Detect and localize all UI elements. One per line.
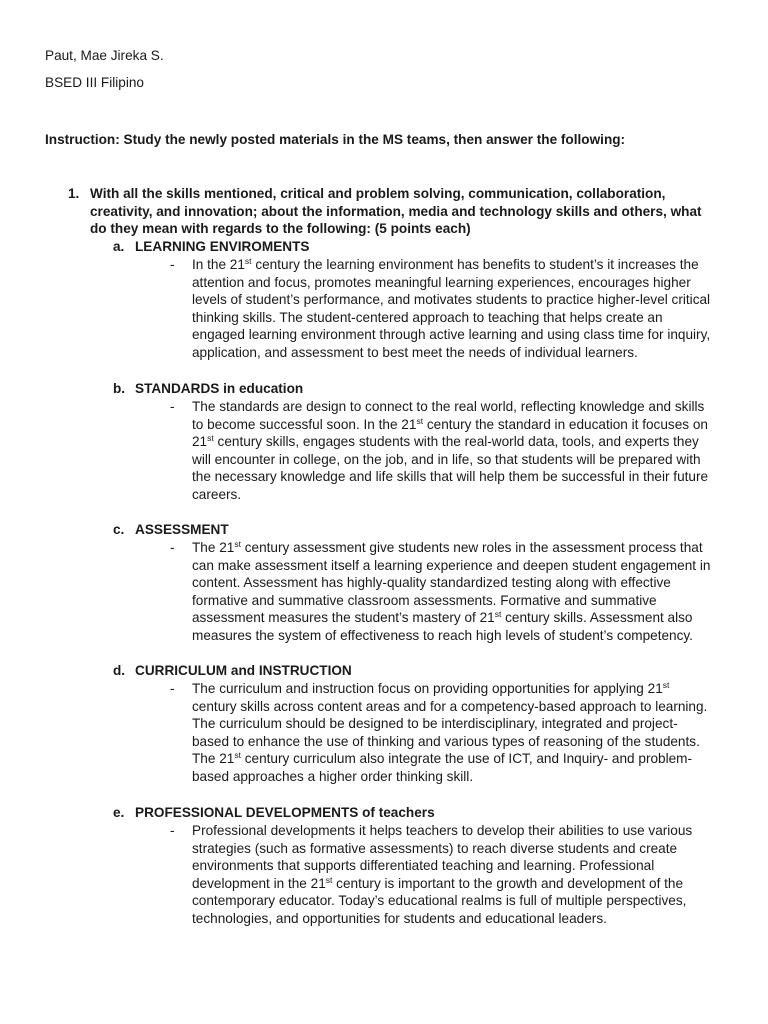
item-heading-bold: LEARNING ENVIROMENTS [135,239,310,254]
answer-line: based approaches a higher order thinking skill. [192,768,474,784]
answer-line: technologies, and opportunities for students and educational leaders. [192,910,607,926]
bullet-dash: - [170,823,175,838]
answer-assessment [192,539,732,645]
item-letter: d. [113,663,126,678]
item-heading-bold: CURRICULUM [135,663,228,678]
answer-line: content. Assessment has highly-quality standardized testing along with effective [192,575,671,591]
answer-line: formative and summative classroom assessments. Formative and summative [192,592,657,608]
answer-line: strategies (such as formative assessments) to reach diverse students and create [192,840,678,856]
answer-line: The 21st century curriculum also integrate the use of ICT, and Inquiry- and problem- [192,750,693,767]
bullet-dash: - [170,399,175,414]
answer-line: The 21st century assessment give students new roles in the assessment process that [192,539,703,555]
answer-standards [192,398,732,504]
answer-line: contemporary educator. Today’s educational realms is full of multiple perspectives, [192,893,687,909]
instruction-text: Instruction: Study the newly posted materials in the MS teams, then answer the following: [45,132,626,147]
answer-line: levels of student’s performance, and motivates students to practice higher-level critical [192,292,711,308]
item-heading-bold: STANDARDS [135,381,220,396]
item-heading-bold-2: INSTRUCTION [258,663,352,678]
course-section: BSED III Filipino [45,75,144,90]
answer-line: Professional developments it helps teachers to develop their abilities to use various [192,823,693,838]
bullet-dash: - [170,257,175,272]
answer-line: assessment measures the student’s mastery of 21st century skills. Assessment also [192,609,693,626]
item-heading-bold: ASSESSMENT [135,522,229,537]
student-name: Paut, Mae Jireka S. [45,48,164,63]
answer-line: 21st century skills, engages students with the real-world data, tools, and experts they [192,433,699,450]
item-heading-learning-environments [113,238,309,256]
answer-line: environments that supports differentiated teaching and learning. Professional [192,858,655,874]
answer-professional-developments [192,822,732,928]
answer-line: In the 21st century the learning environment has benefits to student’s it increases the [192,256,699,272]
answer-line: development in the 21st century is important to the growth and development of the [192,874,684,891]
item-heading-bold: PROFESSIONAL DEVELOPMENTS [135,805,359,820]
answer-line: careers. [192,486,242,502]
item-heading-professional-developments [113,804,435,822]
question-line: do they mean with regards to the following: (5 points each) [90,221,471,237]
item-letter: a. [113,239,125,254]
question-number: 1. [68,186,80,201]
item-heading-curriculum-instruction [113,662,352,680]
answer-line: century skills across content areas and for a competency-based approach to learning. [192,698,708,714]
answer-curriculum-instruction [192,680,732,786]
item-heading-rest: and [227,663,259,678]
answer-line: thinking skills. The student-centered approach to teaching that helps create an [192,309,663,325]
item-letter: b. [113,381,126,396]
item-heading-assessment [113,521,229,539]
answer-learning-environments [192,256,732,362]
item-letter: c. [113,522,125,537]
answer-line: application, and assessment to best meet the needs of individual learners. [192,344,638,360]
answer-line: The curriculum should be designed to be interdisciplinary, integrated and project- [192,716,678,732]
answer-line: based to enhance the use of thinking and various types of reasoning of the students. [192,733,700,749]
question-line: creativity, and innovation; about the information, media and technology skills and others, what [90,203,702,219]
answer-line: measures the system of effectiveness to reach high levels of student’s competency. [192,627,693,643]
item-heading-rest: in education [219,381,304,396]
answer-line: The curriculum and instruction focus on providing opportunities for applying 21st [192,680,670,696]
bullet-dash: - [170,540,175,555]
answer-line: attention and focus, promotes meaningful learning experiences, encourages higher [192,274,691,290]
answer-line: will encounter in college, on the job, and in life, so that students will be prepared with [192,451,701,467]
answer-line: can make assessment itself a learning experience and deepen student engagement in [192,557,711,573]
answer-line: engaged learning environment through active learning and using class time for inquiry, [192,327,711,343]
question-text [90,185,730,238]
question-line: With all the skills mentioned, critical and problem solving, communication, collaboration, [90,186,666,201]
item-heading-rest: of teachers [358,805,435,820]
answer-line: the necessary knowledge and life skills that will help them be successful in their future [192,469,709,485]
answer-line: to become successful soon. In the 21st century the standard in education it focuses on [192,415,708,432]
item-heading-standards [113,380,303,398]
item-letter: e. [113,805,125,820]
bullet-dash: - [170,681,175,696]
answer-line: The standards are design to connect to the real world, reflecting knowledge and skills [192,399,705,414]
